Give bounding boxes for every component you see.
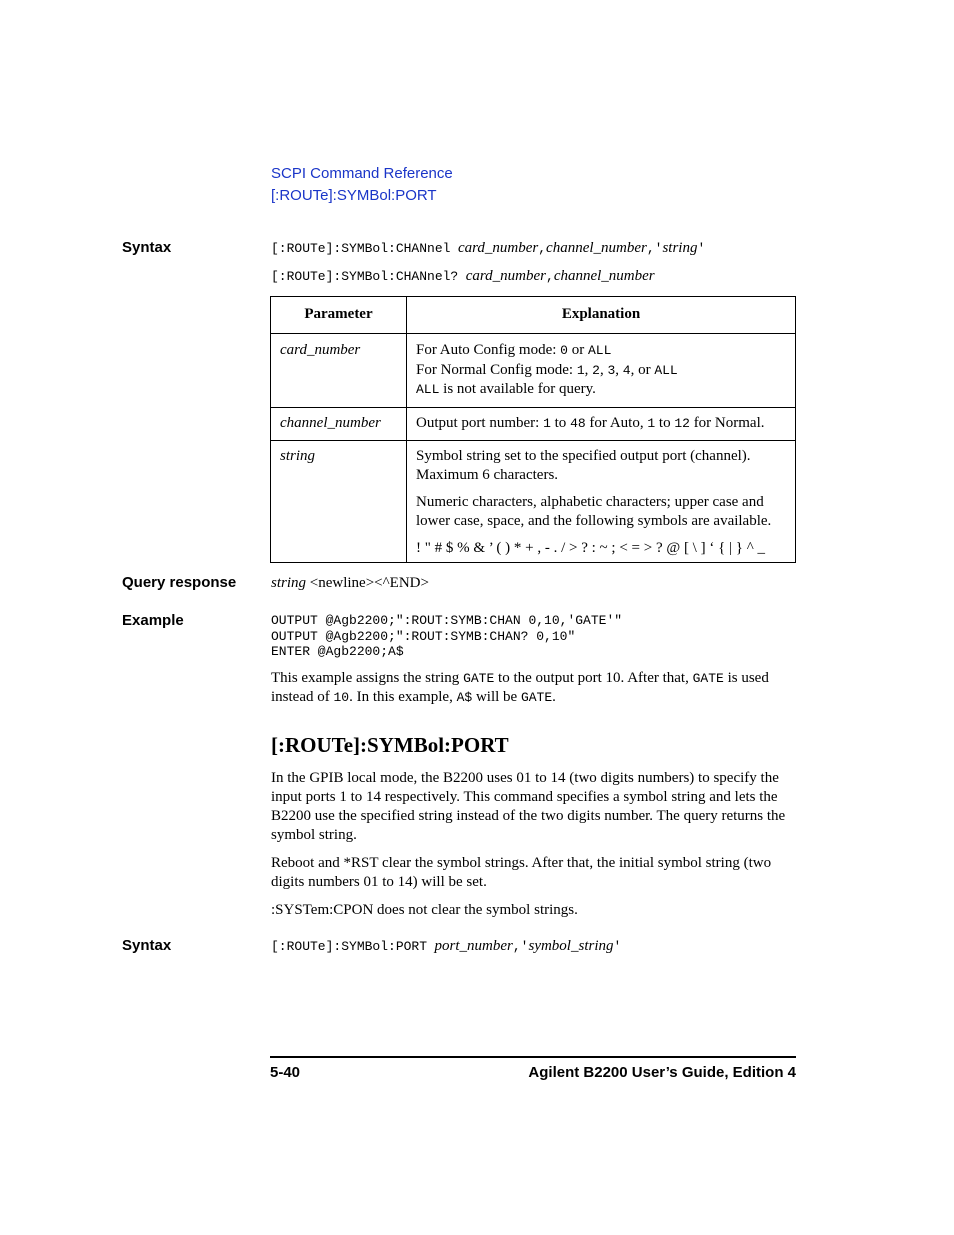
- code-line: OUTPUT @Agb2200;":ROUT:SYMB:CHAN? 0,10": [271, 628, 576, 644]
- string-allowed-characters: Numeric characters, alphabetic characters; upper case and lower case, space, and the following symbols are available.: [416, 494, 772, 529]
- paragraph: Reboot and *RST clear the symbol strings. After that, the initial symbol string (two digits numbers 01 to 14) will be set.: [271, 855, 772, 890]
- code-line: ENTER @Agb2200;A$: [271, 644, 404, 659]
- syntax-arg: card_number: [457, 240, 539, 256]
- syntax-arg: channel_number: [546, 240, 647, 256]
- table-row: [271, 334, 796, 408]
- param-name: channel_number: [271, 407, 407, 441]
- syntax-arg: string: [662, 240, 698, 256]
- section-heading: [:ROUTe]:SYMBol:PORT: [271, 733, 509, 757]
- table-header: Parameter: [271, 297, 407, 334]
- example-code: [271, 613, 622, 660]
- syntax-line: [:ROUTe]:SYMBol:PORT port_number,'symbol_string': [271, 938, 622, 954]
- table-header-row: [271, 297, 796, 334]
- syntax-arg: channel_number: [553, 268, 655, 284]
- param-explanation: Output port number: 1 to 48 for Auto, 1 to 12 for Normal.: [407, 407, 796, 441]
- example-description: This example assigns the string GATE to the output port 10. After that, GATE is used instead of 10. In this example, A$ will be GATE.: [271, 670, 769, 705]
- header-subsection: [:ROUTe]:SYMBol:PORT: [271, 187, 437, 204]
- param-name: card_number: [271, 334, 407, 408]
- syntax-arg: symbol_string: [528, 938, 614, 954]
- header-section: SCPI Command Reference: [271, 165, 453, 182]
- syntax-arg: port_number: [434, 938, 513, 954]
- section-body: [271, 769, 796, 929]
- syntax-command: [:ROUTe]:SYMBol:PORT: [271, 939, 428, 954]
- parameter-table: [270, 296, 796, 563]
- string-symbols: ! " # $ % & ’ ( ) * + , - . / > ? : ~ ; < = > ? @ [ \ ] ‘ { | } ^ _: [416, 540, 766, 556]
- query-response-label: Query response: [122, 574, 237, 591]
- example-label: Example: [122, 612, 184, 629]
- query-response-value: string <newline><^END>: [271, 575, 429, 591]
- syntax-line-1: [:ROUTe]:SYMBol:CHANnel card_number,channel_number,'string': [271, 240, 706, 256]
- param-explanation: [407, 441, 796, 563]
- param-name: string: [271, 441, 407, 563]
- syntax-command: [:ROUTe]:SYMBol:CHANnel: [271, 241, 451, 256]
- syntax-arg: card_number: [465, 268, 547, 284]
- footer-rule: [270, 1056, 796, 1058]
- paragraph: :SYSTem:CPON does not clear the symbol strings.: [271, 902, 578, 918]
- syntax-label: Syntax: [122, 937, 172, 954]
- page-number: 5-40: [270, 1064, 301, 1081]
- table-row: [271, 441, 796, 563]
- string-description: Symbol string set to the specified output port (channel). Maximum 6 characters.: [416, 448, 751, 483]
- param-explanation: For Auto Config mode: 0 or ALL For Normal Config mode: 1, 2, 3, 4, or ALL ALL is not available for query.: [407, 334, 796, 408]
- syntax-label: Syntax: [122, 239, 172, 256]
- syntax-line-2: [:ROUTe]:SYMBol:CHANnel? card_number,channel_number: [271, 268, 655, 284]
- table-header: Explanation: [407, 297, 796, 334]
- syntax-command: [:ROUTe]:SYMBol:CHANnel?: [271, 269, 459, 284]
- paragraph: In the GPIB local mode, the B2200 uses 01 to 14 (two digits numbers) to specify the input ports 1 to 14 respectively. This command specifies a symbol string and lets the B2200 use the specified string instead of the two digits number. The query returns the symbol string.: [271, 770, 786, 843]
- table-row: [271, 407, 796, 441]
- code-line: OUTPUT @Agb2200;":ROUT:SYMB:CHAN 0,10,'GATE'": [271, 613, 623, 628]
- footer-title: Agilent B2200 User’s Guide, Edition 4: [528, 1064, 796, 1081]
